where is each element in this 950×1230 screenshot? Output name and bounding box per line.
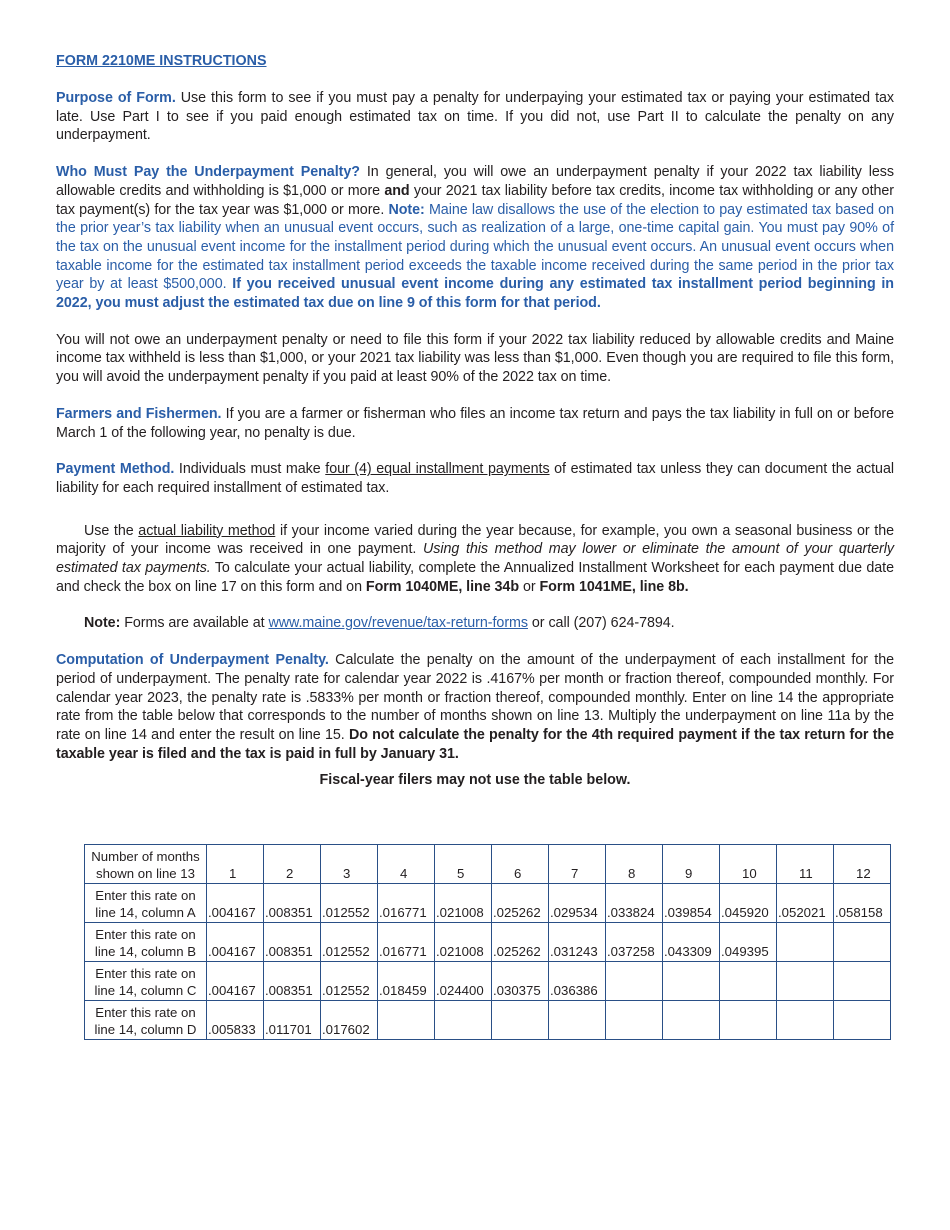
rate-cell: .005833 (207, 1001, 264, 1040)
rate-cell: .043309 (663, 923, 720, 962)
row-label-line: line 14, column B (94, 944, 197, 959)
rate-cell (720, 962, 777, 1001)
penalty-rate-table (84, 844, 891, 1040)
months-header-label-line: shown on line 13 (96, 866, 195, 881)
rate-cell: .021008 (435, 884, 492, 923)
rate-cell: .016771 (378, 884, 435, 923)
rate-cell (492, 1001, 549, 1040)
computation-heading: Computation of Underpayment Penalty. (56, 652, 329, 669)
rate-cell: .033824 (606, 884, 663, 923)
farmers-paragraph (56, 405, 894, 442)
month-header-cell: 11 (777, 845, 834, 884)
rate-cell: .012552 (321, 884, 378, 923)
who-text-2: your 2021 tax liability before tax credits, income tax withholding or any other tax payment(s) for the tax year was $1,000 or more. (56, 182, 895, 218)
instructions-page (56, 52, 894, 789)
rate-cell (834, 923, 891, 962)
rate-cell: .018459 (378, 962, 435, 1001)
table-header-row (85, 845, 891, 884)
computation-paragraph (56, 651, 894, 763)
actual-text-4: or (519, 578, 540, 595)
rate-cell: .016771 (378, 923, 435, 962)
rate-cell: .058158 (834, 884, 891, 923)
rate-cell: .052021 (777, 884, 834, 923)
month-header-cell: 4 (378, 845, 435, 884)
actual-liability-paragraph (56, 522, 894, 597)
who-must-pay-heading: Who Must Pay the Underpayment Penalty? (56, 164, 360, 181)
row-label-line: line 14, column C (94, 983, 197, 998)
form-title: FORM 2210ME INSTRUCTIONS (56, 53, 267, 69)
purpose-text: Use this form to see if you must pay a penalty for underpaying your estimated tax or paying your estimated tax late. Use Part I to see if you paid enough estimated tax on time. If you did not, use Part II to calculate the penalty on any underpayment. (56, 90, 894, 144)
rate-cell: .004167 (207, 884, 264, 923)
rate-cell: .012552 (321, 962, 378, 1001)
rate-cell: .025262 (492, 884, 549, 923)
month-header-cell: 1 (207, 845, 264, 884)
table-row (85, 962, 891, 1001)
rate-cell: .030375 (492, 962, 549, 1001)
row-label (85, 1001, 207, 1040)
month-header-cell: 10 (720, 845, 777, 884)
payment-method-paragraph (56, 460, 894, 497)
actual-italic: Using this method may lower or eliminate the amount of your quarterly estimated tax payments. (56, 541, 894, 577)
forms-note-text-1: Forms are available at (120, 615, 269, 632)
farmers-heading: Farmers and Fishermen. (56, 405, 222, 422)
row-label-line: line 14, column D (94, 1022, 197, 1037)
actual-bold-2: Form 1041ME, line 8b. (539, 578, 689, 595)
rate-cell: .017602 (321, 1001, 378, 1040)
rate-cell (777, 962, 834, 1001)
month-header-cell: 7 (549, 845, 606, 884)
rate-cell (834, 962, 891, 1001)
rate-cell: .039854 (663, 884, 720, 923)
row-label-line: Enter this rate on (95, 1005, 196, 1020)
rate-cell: .021008 (435, 923, 492, 962)
row-label-line: line 14, column A (95, 905, 196, 920)
payment-text-2: of estimated tax unless they can document the actual liability for each required installment of estimated tax. (56, 461, 894, 496)
payment-underlined: four (4) equal installment payments (325, 461, 550, 478)
rate-cell: .045920 (720, 884, 777, 923)
rate-cell: .024400 (435, 962, 492, 1001)
rate-cell: .004167 (207, 923, 264, 962)
months-header-label-line: Number of months (91, 849, 200, 864)
rate-cell: .025262 (492, 923, 549, 962)
rate-cell (777, 923, 834, 962)
rate-cell (549, 1001, 606, 1040)
who-text-1: In general, you will owe an underpayment penalty if your 2022 tax liability less allowable credits and withholding is $1,000 or more (56, 164, 894, 199)
table-row (85, 1001, 891, 1040)
rate-cell (606, 1001, 663, 1040)
month-header-cell: 8 (606, 845, 663, 884)
rate-cell (378, 1001, 435, 1040)
actual-text-2: if your income varied during the year because, for example, you own a seasonal business or the majority of your income was received in one payment. (56, 522, 895, 558)
fiscal-year-note: Fiscal-year filers may not use the table below. (319, 772, 631, 789)
row-label (85, 923, 207, 962)
forms-note-text-2: or call (207) 624-7894. (527, 615, 675, 632)
rate-cell: .008351 (264, 962, 321, 1001)
who-bold-text: If you received unusual event income during any estimated tax installment period beginning in 2022, you must adjust the estimated tax due on line 9 of this form for that period. (56, 276, 894, 312)
month-header-cell: 12 (834, 845, 891, 884)
who-and: and (384, 182, 410, 199)
rate-cell: .029534 (549, 884, 606, 923)
month-header-cell: 5 (435, 845, 492, 884)
rate-cell (834, 1001, 891, 1040)
row-label-line: Enter this rate on (95, 966, 196, 981)
months-header-label (85, 845, 207, 884)
rate-cell (606, 962, 663, 1001)
purpose-paragraph (56, 89, 894, 145)
rate-cell (663, 1001, 720, 1040)
who-note-label: Note: (388, 201, 425, 218)
rate-cell (777, 1001, 834, 1040)
table-row (85, 884, 891, 923)
row-label (85, 962, 207, 1001)
rate-cell: .037258 (606, 923, 663, 962)
not-owe-paragraph: You will not owe an underpayment penalty or need to file this form if your 2022 tax liability reduced by allowable credits and Maine income tax withheld is less than $1,000, or your 2021 tax liability was less than $1,000. Even though you are required to file this form, you will avoid the underpayment penalty if you paid at least 90% of the 2022 tax on time. (56, 331, 894, 386)
actual-bold-1: Form 1040ME, line 34b (365, 578, 520, 595)
rate-cell: .008351 (264, 923, 321, 962)
rate-cell: .008351 (264, 884, 321, 923)
who-must-pay-paragraph (56, 163, 894, 313)
forms-note-paragraph (56, 614, 894, 633)
rate-cell: .012552 (321, 923, 378, 962)
row-label (85, 884, 207, 923)
actual-text-1: Use the (84, 522, 139, 539)
rate-cell: .031243 (549, 923, 606, 962)
rate-cell: .004167 (207, 962, 264, 1001)
rate-cell: .011701 (264, 1001, 321, 1040)
forms-note-label: Note: (84, 615, 121, 632)
rate-cell (663, 962, 720, 1001)
rate-cell: .049395 (720, 923, 777, 962)
month-header-cell: 2 (264, 845, 321, 884)
computation-bold: Do not calculate the penalty for the 4th required payment if the tax return for the taxable year is filed and the tax is paid in full by January 31. (56, 726, 894, 762)
rate-cell: .036386 (549, 962, 606, 1001)
payment-method-heading: Payment Method. (56, 461, 175, 478)
who-note-text: Maine law disallows the use of the election to pay estimated tax based on the prior year’s tax liability when an unusual event occurs, such as realization of a large, one-time capital gain. You must pay 90% of the tax on the unusual event income for the installment period during which the unusual event occurs. An unusual event occurs when taxable income for the estimated tax installment period exceeds the taxable income received during the same period in the prior tax year by at least $500,000. (56, 201, 894, 293)
rate-cell (435, 1001, 492, 1040)
rate-cell (720, 1001, 777, 1040)
month-header-cell: 6 (492, 845, 549, 884)
row-label-line: Enter this rate on (95, 927, 196, 942)
purpose-heading: Purpose of Form. (56, 90, 176, 106)
month-header-cell: 9 (663, 845, 720, 884)
farmers-text: If you are a farmer or fisherman who files an income tax return and pays the tax liability in full on or before March 1 of the following year, no penalty is due. (56, 405, 895, 441)
month-header-cell: 3 (321, 845, 378, 884)
actual-underlined: actual liability method (138, 522, 276, 539)
table-row (85, 923, 891, 962)
row-label-line: Enter this rate on (95, 888, 196, 903)
payment-text-1: Individuals must make (174, 461, 326, 478)
forms-link[interactable]: www.maine.gov/revenue/tax-return-forms (268, 615, 528, 632)
actual-text-3: To calculate your actual liability, complete the Annualized Installment Worksheet for each payment due date and check the box on line 17 on this form and on (56, 560, 894, 595)
computation-text: Calculate the penalty on the amount of the underpayment of each installment for the period of underpayment. The penalty rate for calendar year 2022 is .4167% per month or fraction thereof, compounded monthly. For calendar year 2023, the penalty rate is .5833% per month or fraction thereof, compounded monthly. Enter on line 14 the appropriate rate from the table below that corresponds to the number of months shown on line 13. Multiply the underpayment on line 11a by the rate on line 14 and enter the result on line 15. (56, 652, 894, 743)
